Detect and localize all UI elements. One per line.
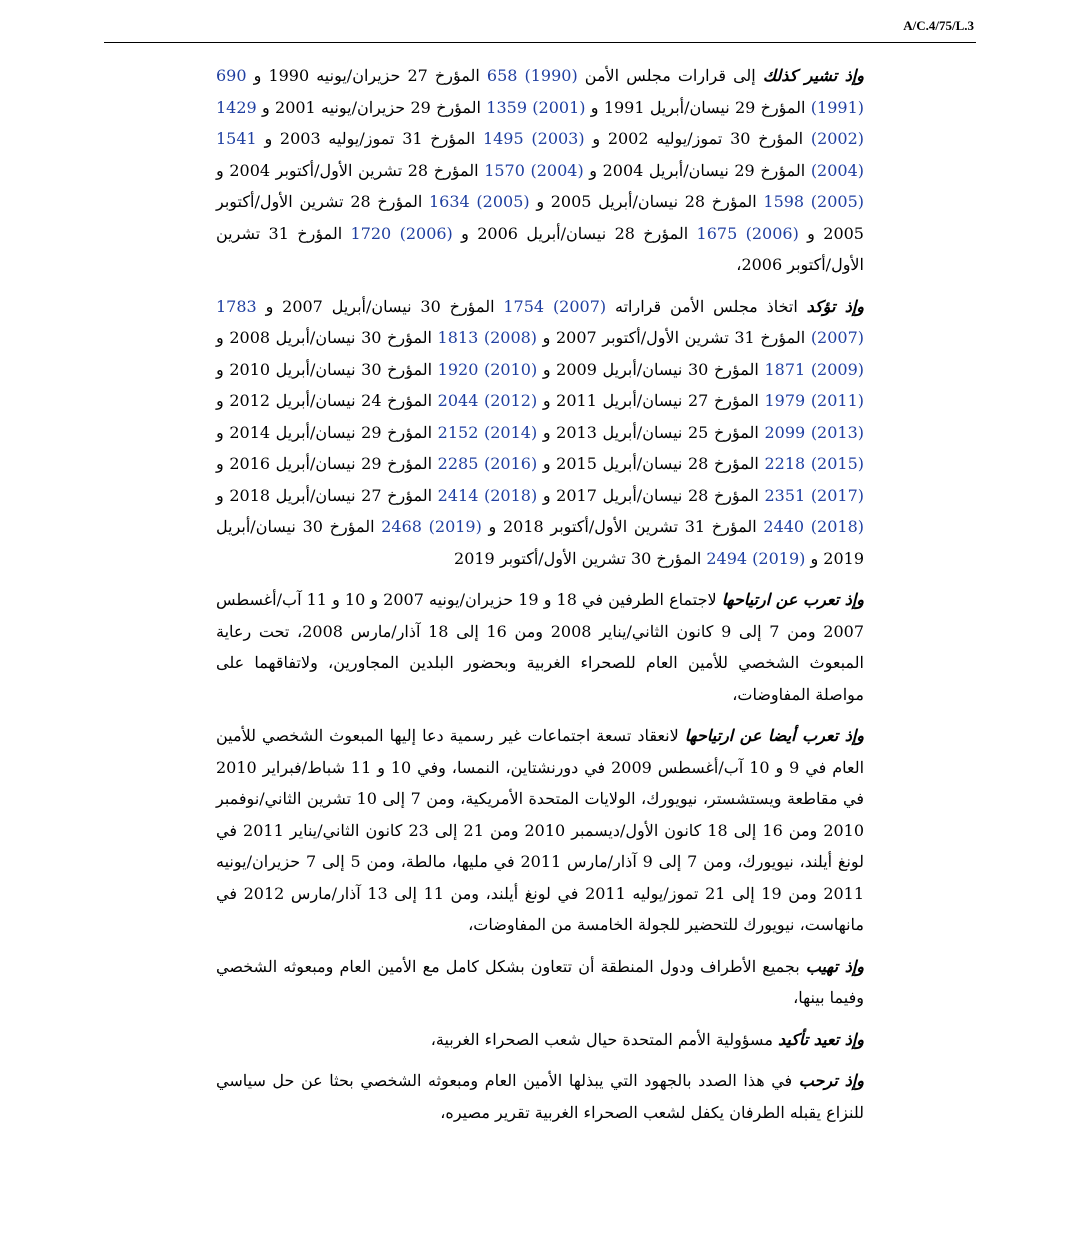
paragraph-text: المؤرخ 24 نيسان/أبريل 2012 و xyxy=(216,391,438,410)
paragraph-lead-phrase: وإذ تؤكد xyxy=(806,296,865,316)
resolution-link[interactable]: 1754 (2007) xyxy=(503,296,607,316)
paragraph-lead-phrase: وإذ تعرب أيضا عن ارتياحها xyxy=(684,726,864,745)
paragraph-text: المؤرخ 30 نيسان/أبريل 2007 و xyxy=(256,296,504,316)
paragraph-text: المؤرخ 28 نيسان/أبريل 2017 و xyxy=(537,485,765,505)
resolution-link[interactable]: 1675 (2006) xyxy=(696,223,799,243)
paragraph-text: اتخاذ مجلس الأمن قراراته xyxy=(606,296,807,316)
paragraph-text: المؤرخ 28 تشرين الأول/أكتوبر 2005 و xyxy=(216,192,864,243)
resolution-link[interactable]: 1634 (2005) xyxy=(429,192,530,211)
preamble-paragraph xyxy=(216,60,864,281)
resolution-link[interactable]: 2440 (2018) xyxy=(763,517,865,536)
paragraph-text: المؤرخ 29 نيسان/أبريل 2004 و xyxy=(583,160,811,180)
paragraph-text: المؤرخ 30 تموز/يوليه 2002 و xyxy=(584,129,811,148)
resolution-link[interactable]: 1495 (2003) xyxy=(482,129,585,148)
resolution-link[interactable]: 2414 (2018) xyxy=(437,485,538,505)
paragraph-text: المؤرخ 30 تشرين الأول/أكتوبر 2019 xyxy=(454,548,707,568)
paragraph-text: المؤرخ 29 حزيران/يونيه 2001 و xyxy=(256,97,487,117)
preamble-paragraph xyxy=(216,1024,864,1056)
paragraph-text: المؤرخ 27 نيسان/أبريل 2018 و xyxy=(216,485,438,505)
paragraph-text: مسؤولية الأمم المتحدة حيال شعب الصحراء الغربية، xyxy=(430,1029,778,1049)
paragraph-text: المؤرخ 30 نيسان/أبريل 2008 و xyxy=(216,328,438,347)
paragraph-text: المؤرخ 28 نيسان/أبريل 2005 و xyxy=(529,192,764,211)
resolution-link[interactable]: 2468 (2019) xyxy=(381,517,482,536)
paragraph-text: المؤرخ 31 تموز/يوليه 2003 و xyxy=(256,129,483,148)
paragraph-text: المؤرخ 30 نيسان/أبريل 2019 و xyxy=(216,517,864,568)
paragraph-text: المؤرخ 28 تشرين الأول/أكتوبر 2004 و xyxy=(216,160,485,180)
paragraph-text: إلى قرارات مجلس الأمن xyxy=(577,66,763,85)
resolution-link[interactable]: 1429 (2002) xyxy=(216,97,865,148)
resolution-link[interactable]: 1783 (2007) xyxy=(216,296,865,347)
paragraph-text: المؤرخ 29 نيسان/أبريل 1991 و xyxy=(585,97,811,117)
resolution-link[interactable]: 2218 (2015) xyxy=(764,454,865,473)
resolution-link[interactable]: 1920 (2010) xyxy=(437,359,538,379)
paragraph-text: المؤرخ 28 نيسان/أبريل 2006 و xyxy=(452,223,697,243)
preamble-paragraph xyxy=(216,291,864,575)
resolution-link[interactable]: 690 (1991) xyxy=(216,66,864,117)
paragraph-lead-phrase: وإذ ترحب xyxy=(798,1071,864,1090)
paragraph-text: المؤرخ 31 تشرين الأول/أكتوبر 2006، xyxy=(216,223,864,274)
paragraph-text: المؤرخ 31 تشرين الأول/أكتوبر 2007 و xyxy=(537,328,811,347)
paragraph-text: لاجتماع الطرفين في 18 و 19 حزيران/يونيه 2007 و 10 و 11 آب/أغسطس 2007 ومن 7 إلى 9 كانون الثاني/يناير 2008 ومن 16 إلى 18 آذار/مارس 2008، تحت رعاية المبعوث الشخصي للأمين العام للصحراء الغربية وبحضور البلدين المجاورين، ولاتفاقهما على مواصلة المفاوضات، xyxy=(216,590,865,704)
resolution-link[interactable]: 1871 (2009) xyxy=(764,359,865,379)
paragraph-text: المؤرخ 30 نيسان/أبريل 2010 و xyxy=(216,359,438,379)
paragraph-lead-phrase: وإذ تعيد تأكيد xyxy=(777,1029,864,1049)
paragraph-text: في هذا الصدد بالجهود التي يبذلها الأمين العام ومبعوثه الشخصي بحثا عن حل سياسي للنزاع يقبله الطرفان يكفل لشعب الصحراء الغربية تقرير مصيره، xyxy=(216,1071,864,1122)
resolution-link[interactable]: 1813 (2008) xyxy=(437,328,538,347)
resolution-link[interactable]: 658 (1990) xyxy=(486,66,578,85)
resolution-link[interactable]: 1570 (2004) xyxy=(484,160,584,180)
paragraph-text: المؤرخ 27 حزيران/يونيه 1990 و xyxy=(246,66,487,85)
paragraph-lead-phrase: وإذ تعرب عن ارتياحها xyxy=(721,590,864,609)
preamble-paragraph xyxy=(216,951,864,1014)
paragraph-text: المؤرخ 31 تشرين الأول/أكتوبر 2018 و xyxy=(481,517,764,536)
paragraph-text: المؤرخ 28 نيسان/أبريل 2015 و xyxy=(537,454,765,473)
resolution-link[interactable]: 2044 (2012) xyxy=(437,391,538,410)
document-symbol: A/C.4/75/L.3 xyxy=(903,18,974,33)
resolution-link[interactable]: 2099 (2013) xyxy=(764,422,865,442)
paragraph-text: المؤرخ 27 نيسان/أبريل 2011 و xyxy=(537,391,765,410)
paragraph-text: المؤرخ 29 نيسان/أبريل 2016 و xyxy=(216,454,438,473)
resolution-link[interactable]: 2152 (2014) xyxy=(437,422,538,442)
document-body xyxy=(216,60,864,1138)
preamble-paragraph xyxy=(216,720,864,941)
paragraph-lead-phrase: وإذ تشير كذلك xyxy=(762,66,865,85)
resolution-link[interactable]: 1359 (2001) xyxy=(486,97,586,117)
page-header xyxy=(104,14,976,43)
resolution-link[interactable]: 1598 (2005) xyxy=(763,192,865,211)
resolution-link[interactable]: 1720 (2006) xyxy=(350,223,453,243)
paragraph-text: لانعقاد تسعة اجتماعات غير رسمية دعا إليها المبعوث الشخصي للأمين العام في 9 و 10 آب/أغسطس 2009 في دورنشتاين، النمسا، وفي 10 و 11 شباط/فبراير 2010 في مقاطعة ويستشستر، نيويورك، الولايات المتحدة الأمريكية، ومن 7 إلى 10 تشرين الثاني/نوفمبر 2010 ومن 16 إلى 18 كانون الأول/ديسمبر 2010 ومن 21 إلى 23 كانون الثاني/يناير 2011 في لونغ أيلند، نيويورك، ومن 7 إلى 9 آذار/مارس 2011 في مليها، مالطة، ومن 5 إلى 7 حزيران/يونيه 2011 ومن 19 إلى 21 تموز/يوليه 2011 في لونغ أيلند، ومن 11 إلى 13 آذار/مارس 2012 في مانهاست، نيويورك للتحضير للجولة الخامسة من المفاوضات، xyxy=(216,726,865,934)
preamble-paragraph xyxy=(216,1065,864,1128)
resolution-link[interactable]: 2351 (2017) xyxy=(764,485,865,505)
resolution-link[interactable]: 2285 (2016) xyxy=(437,454,538,473)
paragraph-text: بجميع الأطراف ودول المنطقة أن تتعاون بشكل كامل مع الأمين العام ومبعوثه الشخصي وفيما بينها، xyxy=(216,956,864,1007)
resolution-link[interactable]: 2494 (2019) xyxy=(706,548,806,568)
resolution-link[interactable]: 1541 (2004) xyxy=(216,129,865,180)
paragraph-text: المؤرخ 30 نيسان/أبريل 2009 و xyxy=(537,359,765,379)
preamble-paragraph xyxy=(216,584,864,710)
paragraph-lead-phrase: وإذ تهيب xyxy=(805,956,864,976)
paragraph-text: المؤرخ 29 نيسان/أبريل 2014 و xyxy=(216,422,438,442)
paragraph-text: المؤرخ 25 نيسان/أبريل 2013 و xyxy=(537,422,765,442)
resolution-link[interactable]: 1979 (2011) xyxy=(764,391,865,410)
